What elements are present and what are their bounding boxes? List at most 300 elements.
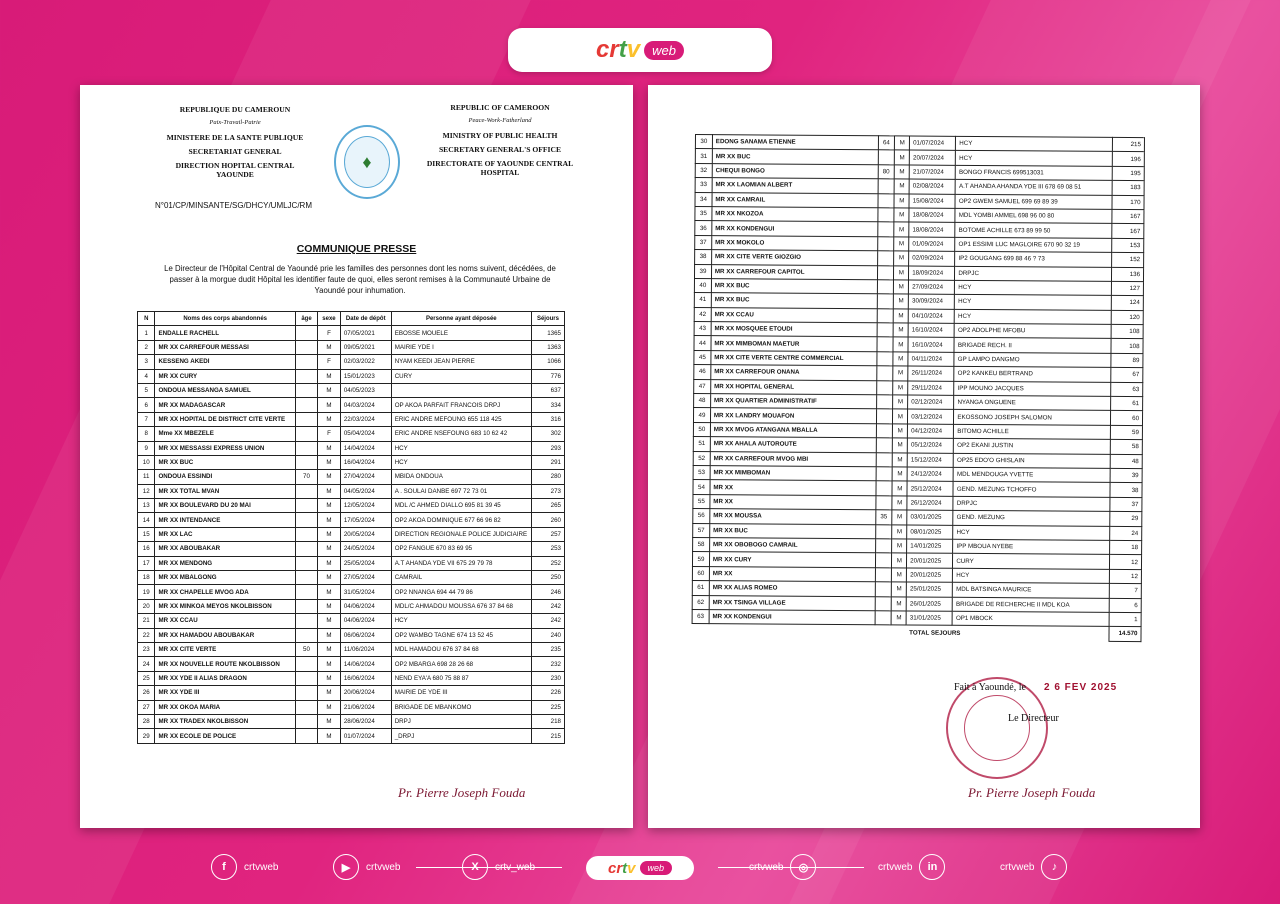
depositor — [391, 383, 531, 397]
deposit-date: 26/11/2024 — [908, 366, 954, 381]
stay-days: 316 — [531, 412, 564, 426]
deposit-date: 16/10/2024 — [908, 337, 954, 352]
deposit-date: 30/09/2024 — [908, 294, 954, 309]
table-row — [138, 542, 565, 556]
row-number: 48 — [694, 394, 711, 409]
tiktok-handle: crtvweb — [1000, 861, 1035, 873]
row-number: 59 — [692, 552, 709, 567]
stay-days: 291 — [531, 455, 564, 469]
depositor: OP2 NNANGA 694 44 79 86 — [391, 585, 531, 599]
hospital-emblem — [334, 125, 400, 199]
depositor: GP LAMPO DANGMO — [954, 352, 1111, 367]
stay-days: 59 — [1111, 425, 1143, 440]
age — [295, 628, 317, 642]
body-name: MR XX — [710, 480, 876, 496]
tiktok-link[interactable] — [1000, 854, 1067, 880]
deposit-date: 05/04/2024 — [340, 427, 391, 441]
row-number: 56 — [693, 509, 710, 524]
sex: M — [318, 671, 341, 685]
stay-days: 1066 — [531, 355, 564, 369]
sex: M — [318, 571, 341, 585]
row-number: 29 — [138, 729, 155, 743]
col-header: sexe — [318, 312, 341, 326]
stay-days: 127 — [1112, 281, 1144, 296]
age — [295, 729, 317, 743]
depositor: A.T AHANDA AHANDA YDE III 678 69 08 51 — [955, 179, 1112, 194]
row-number: 49 — [693, 408, 710, 423]
stay-days: 196 — [1113, 152, 1145, 167]
stay-days: 38 — [1110, 483, 1142, 498]
age — [877, 208, 894, 223]
stay-days: 215 — [1113, 137, 1145, 152]
row-number: 14 — [138, 513, 155, 527]
body-name: MR XX — [709, 566, 875, 582]
stay-days: 776 — [531, 369, 564, 383]
row-number: 25 — [138, 671, 155, 685]
body-name: MR XX AHALA AUTOROUTE — [710, 437, 876, 453]
row-number: 57 — [693, 523, 710, 538]
deposit-date: 04/05/2023 — [340, 383, 391, 397]
age — [295, 542, 317, 556]
table-row — [138, 657, 565, 671]
stay-days: 334 — [531, 398, 564, 412]
sex: M — [318, 484, 341, 498]
depositor: NYANGA ONGUENE — [954, 395, 1111, 410]
deposit-date: 04/10/2024 — [908, 309, 954, 324]
table-row — [138, 470, 565, 484]
age — [295, 441, 317, 455]
depositor: _DRPJ — [391, 729, 531, 743]
sex: F — [318, 427, 341, 441]
age — [878, 179, 895, 194]
age — [295, 383, 317, 397]
deposit-date: 04/11/2024 — [908, 352, 954, 367]
footer-logo-web: web — [640, 861, 673, 875]
stay-days: 252 — [531, 556, 564, 570]
row-number: 26 — [138, 686, 155, 700]
x-handle: crtv_web — [495, 861, 536, 873]
row-number: 45 — [694, 350, 711, 365]
row-number: 46 — [694, 365, 711, 380]
body-name: MR XX BUC — [711, 279, 877, 295]
sex: M — [892, 467, 907, 481]
stay-days: 120 — [1112, 310, 1144, 325]
body-name: MR XX HAMADOU ABOUBAKAR — [155, 628, 295, 642]
sex: M — [892, 510, 907, 524]
sex: M — [895, 165, 910, 179]
deposit-date: 21/07/2024 — [909, 165, 955, 180]
depositor: BRIGADE DE MBANKOMO — [391, 700, 531, 714]
body-name: MR XX TSINGA VILLAGE — [709, 595, 875, 611]
facebook-icon: f — [211, 854, 237, 880]
age — [295, 571, 317, 585]
row-number: 10 — [138, 455, 155, 469]
sex: M — [318, 614, 341, 628]
linkedin-handle: crtvweb — [878, 861, 913, 873]
row-number: 63 — [692, 609, 709, 624]
tiktok-icon: ♪ — [1041, 854, 1067, 880]
sex: M — [318, 657, 341, 671]
deposit-date: 01/07/2024 — [340, 729, 391, 743]
row-number: 50 — [693, 422, 710, 437]
cameroon-map-icon: ♦ — [344, 136, 390, 188]
body-name: MR XX MENDONG — [155, 556, 295, 570]
body-name: MR XX BUC — [712, 149, 878, 165]
body-name: MR XX QUARTIER ADMINISTRATIF — [710, 394, 876, 410]
body-name: MR XX BUC — [711, 293, 877, 309]
stay-days: 260 — [531, 513, 564, 527]
sex: M — [892, 481, 907, 495]
body-name: MR XX MBALGONG — [155, 571, 295, 585]
header-french — [160, 105, 310, 184]
depositor: DRPJC — [955, 266, 1112, 281]
depositor: IP2 GOUGANG 699 88 46 ? 73 — [955, 251, 1112, 266]
age — [295, 326, 317, 340]
sex: M — [893, 409, 908, 423]
deposit-date: 21/06/2024 — [340, 700, 391, 714]
depositor: NEND EYA'A 680 75 88 87 — [391, 671, 531, 685]
sex: M — [318, 441, 341, 455]
x-icon: X — [462, 854, 488, 880]
sex: M — [893, 395, 908, 409]
age — [875, 496, 892, 511]
depositor: DRPJ — [391, 714, 531, 728]
stay-days: 37 — [1110, 497, 1142, 512]
body-name: MR XX BOULEVARD DU 20 MAI — [155, 499, 295, 513]
instagram-link[interactable] — [749, 854, 816, 880]
deposit-date: 08/01/2025 — [907, 525, 953, 540]
stay-days: 280 — [531, 470, 564, 484]
depositor: HCY — [955, 280, 1112, 295]
depositor: OP2 EKANI JUSTIN — [954, 439, 1111, 454]
sex: M — [893, 366, 908, 380]
age — [876, 424, 893, 439]
body-name: MR XX OBOBOGO CAMRAIL — [709, 538, 875, 554]
age — [295, 355, 317, 369]
body-name: MR XX HOPITAL GENERAL — [711, 379, 877, 395]
deposit-date: 04/06/2024 — [340, 599, 391, 613]
depositor: IPP MOUNO JACQUES — [954, 381, 1111, 396]
deposit-date: 25/12/2024 — [907, 481, 953, 496]
age — [877, 251, 894, 266]
age — [295, 585, 317, 599]
table-row — [138, 455, 565, 469]
body-name: MR XX KONDENGUI — [709, 610, 875, 626]
sex: F — [318, 326, 341, 340]
col-header: Personne ayant déposée — [391, 312, 531, 326]
body-name: ONDOUA MESSANGA SAMUEL — [155, 383, 295, 397]
deposit-date: 02/12/2024 — [908, 395, 954, 410]
deposit-date: 14/06/2024 — [340, 657, 391, 671]
depositor: ERIC ANDRE MEFOUNG 655 118 425 — [391, 412, 531, 426]
row-number: 9 — [138, 441, 155, 455]
depositor: OP2 FANGUE 670 83 69 95 — [391, 542, 531, 556]
body-name: MR XX OKOA MARIA — [155, 700, 295, 714]
sex: M — [892, 539, 907, 553]
stay-days: 152 — [1112, 253, 1144, 268]
depositor: MDL/C AHMADOU MOUSSA 676 37 84 68 — [391, 599, 531, 613]
instagram-handle: crtvweb — [749, 861, 784, 873]
facebook-link[interactable] — [211, 854, 278, 880]
body-name: MR XX MOKOLO — [712, 235, 878, 251]
stay-days: 39 — [1110, 468, 1142, 483]
header-fr-line: SECRETARIAT GENERAL — [188, 147, 282, 156]
body-name: MR XX ABOUBAKAR — [155, 542, 295, 556]
table-row — [138, 427, 565, 441]
row-number: 55 — [693, 494, 710, 509]
sex: M — [893, 323, 908, 337]
row-number: 2 — [138, 340, 155, 354]
age — [875, 567, 892, 582]
sex: M — [895, 136, 910, 150]
table-header-row — [138, 312, 565, 326]
age — [876, 352, 893, 367]
depositor: BOTOME ACHILLE 673 89 99 50 — [955, 223, 1112, 238]
total-label: TOTAL SEJOURS — [906, 625, 1109, 641]
stay-days: 67 — [1111, 368, 1143, 383]
body-name: MR XX ALIAS ROMEO — [709, 581, 875, 597]
sex: M — [318, 628, 341, 642]
date-stamp: 2 6 FEV 2025 — [1044, 682, 1118, 693]
row-number: 22 — [138, 628, 155, 642]
age — [295, 369, 317, 383]
age — [295, 686, 317, 700]
row-number: 23 — [138, 642, 155, 656]
sex: M — [892, 496, 907, 510]
deposit-date: 02/08/2024 — [909, 179, 955, 194]
sex: M — [318, 398, 341, 412]
row-number: 3 — [138, 355, 155, 369]
age — [877, 237, 894, 252]
body-name: MR XX MADAGASCAR — [155, 398, 295, 412]
sex: M — [893, 337, 908, 351]
age — [877, 323, 894, 338]
depositor: ERIC ANDRE NSEFOUNG 683 10 62 42 — [391, 427, 531, 441]
body-name: MR XX MIMBOMAN MAETUR — [711, 336, 877, 352]
deposit-date: 15/12/2024 — [907, 453, 953, 468]
depositor: BRIGADE RECH. II — [954, 338, 1111, 353]
body-name: MR XX YDE III — [155, 686, 295, 700]
deposit-date: 31/05/2024 — [340, 585, 391, 599]
depositor: OP1 ESSIMI LUC MAGLOIRE 670 90 32 19 — [955, 237, 1112, 252]
body-name: MR XX KONDENGUI — [712, 221, 878, 237]
depositor: HCY — [953, 525, 1110, 540]
row-number: 42 — [694, 307, 711, 322]
deposit-date: 20/06/2024 — [340, 686, 391, 700]
deposit-date: 02/09/2024 — [909, 251, 955, 266]
body-name: MR XX ECOLE DE POLICE — [155, 729, 295, 743]
table-row — [138, 614, 565, 628]
depositor: HCY — [956, 136, 1113, 151]
sex: M — [318, 412, 341, 426]
depositor: NYAM KEEDI JEAN PIERRE — [391, 355, 531, 369]
body-name: MR XX NOUVELLE ROUTE NKOLBISSON — [155, 657, 295, 671]
stay-days: 7 — [1110, 584, 1142, 599]
deposit-date: 11/06/2024 — [340, 642, 391, 656]
sex: M — [894, 237, 909, 251]
body-name: MR XX NKOZOA — [712, 207, 878, 223]
age — [876, 481, 893, 496]
sex: M — [892, 596, 907, 610]
age — [875, 596, 892, 611]
depositor: DIRECTION REGIONALE POLICE JUDICIAIRE — [391, 527, 531, 541]
sex: M — [894, 208, 909, 222]
crtv-footer-logo[interactable] — [586, 856, 694, 880]
deposit-date: 20/05/2024 — [340, 527, 391, 541]
deposit-date: 12/05/2024 — [340, 499, 391, 513]
stay-days: 218 — [531, 714, 564, 728]
table-row — [138, 527, 565, 541]
row-number: 32 — [695, 163, 712, 178]
youtube-handle: crtvweb — [366, 861, 401, 873]
body-name: MR XX CCAU — [711, 307, 877, 323]
depositor: MDL BATSINGA MAURICE — [953, 582, 1110, 597]
stay-days: 153 — [1112, 238, 1144, 253]
body-name: MR XX CITE VERTE CENTRE COMMERCIAL — [711, 350, 877, 366]
place-date-label: Fait à Yaoundé, le — [954, 682, 1026, 693]
stay-days: 63 — [1111, 382, 1143, 397]
body-name: MR XX HOPITAL DE DISTRICT CITE VERTE — [155, 412, 295, 426]
youtube-link[interactable] — [333, 854, 400, 880]
row-number: 51 — [693, 437, 710, 452]
deposit-date: 20/01/2025 — [907, 568, 953, 583]
sex: M — [892, 524, 907, 538]
depositor: CURY — [953, 554, 1110, 569]
x-link[interactable] — [462, 854, 535, 880]
body-name: MR XX CHAPELLE MVOG ADA — [155, 585, 295, 599]
header-en-line: REPUBLIC OF CAMEROON — [450, 103, 550, 112]
table-row — [138, 700, 565, 714]
stay-days: 230 — [531, 671, 564, 685]
stay-days: 242 — [531, 614, 564, 628]
footer-logo-text: crtv — [607, 859, 636, 877]
col-header: Séjours — [531, 312, 564, 326]
table-row — [138, 326, 565, 340]
sex: M — [318, 340, 341, 354]
age: 35 — [875, 510, 892, 525]
body-name: MR XX CAMRAIL — [712, 192, 878, 208]
col-header: âge — [295, 312, 317, 326]
row-number: 5 — [138, 383, 155, 397]
body-name: MR XX CITE VERTE GIOZGIO — [711, 250, 877, 266]
deposit-date: 05/12/2024 — [907, 438, 953, 453]
deposit-date: 18/09/2024 — [909, 266, 955, 281]
age — [876, 380, 893, 395]
age — [876, 366, 893, 381]
age — [875, 582, 892, 597]
age — [877, 337, 894, 352]
stay-days: 61 — [1111, 396, 1143, 411]
depositor: OP2 GWEM SAMUEL 699 69 89 39 — [955, 194, 1112, 209]
row-number: 12 — [138, 484, 155, 498]
stay-days: 273 — [531, 484, 564, 498]
body-name: ONDOUA ESSINDI — [155, 470, 295, 484]
age — [875, 611, 892, 626]
depositor: BITOMO ACHILLE — [954, 424, 1111, 439]
deposit-date: 25/05/2024 — [340, 556, 391, 570]
depositor: HCY — [955, 295, 1112, 310]
table-row — [138, 513, 565, 527]
instagram-icon: ◎ — [790, 854, 816, 880]
age — [295, 340, 317, 354]
depositor: EBOSSE MOUELE — [391, 326, 531, 340]
age: 80 — [878, 165, 895, 180]
sex: M — [318, 599, 341, 613]
depositor: DRPJC — [953, 496, 1110, 511]
age — [295, 671, 317, 685]
header-fr-line: DIRECTION HOPITAL CENTRAL YAOUNDE — [175, 161, 295, 179]
age — [295, 714, 317, 728]
deposit-date: 09/05/2021 — [340, 340, 391, 354]
table-row — [138, 671, 565, 685]
row-number: 40 — [694, 278, 711, 293]
body-name: MR XX CARREFOUR CAPITOL — [711, 264, 877, 280]
body-name: MR XX CITE VERTE — [155, 642, 295, 656]
body-name: MR XX BUC — [155, 455, 295, 469]
age — [295, 412, 317, 426]
stay-days: 18 — [1110, 540, 1142, 555]
deposit-date: 26/01/2025 — [906, 596, 952, 611]
row-number: 18 — [138, 571, 155, 585]
sex: M — [894, 309, 909, 323]
age — [878, 150, 895, 165]
body-name: MR XX LAC — [155, 527, 295, 541]
row-number: 16 — [138, 542, 155, 556]
body-name: MR XX MINKOA MEYOS NKOLBISSON — [155, 599, 295, 613]
intro-text: Le Directeur de l'Hôpital Central de Yaoundé prie les familles des personnes dont les noms suivent, décédées, de passer à la morgue dudit Hôpital les identifier faute de quoi, elles seront remises à la Communauté Urbaine de Yaoundé pour inhumation. — [164, 264, 556, 295]
stay-days: 12 — [1110, 555, 1142, 570]
header-en-line: SECRETARY GENERAL'S OFFICE — [438, 145, 562, 154]
logo-web: web — [644, 41, 684, 60]
stay-days: 136 — [1112, 267, 1144, 282]
row-number: 35 — [695, 206, 712, 221]
stay-days: 167 — [1112, 224, 1144, 239]
stay-days: 6 — [1110, 598, 1142, 613]
deposit-date: 04/05/2024 — [340, 484, 391, 498]
deposit-date: 06/06/2024 — [340, 628, 391, 642]
deposit-date: 27/04/2024 — [340, 470, 391, 484]
age — [876, 438, 893, 453]
sex: M — [318, 527, 341, 541]
deposit-date: 14/04/2024 — [340, 441, 391, 455]
table-row — [138, 585, 565, 599]
bodies-table-2 — [691, 134, 1145, 642]
stay-days: 257 — [531, 527, 564, 541]
stay-days: 124 — [1112, 296, 1144, 311]
age: 64 — [878, 136, 895, 151]
row-number: 7 — [138, 412, 155, 426]
table-row — [138, 340, 565, 354]
age — [295, 556, 317, 570]
stay-days: 637 — [531, 383, 564, 397]
depositor: HCY — [391, 614, 531, 628]
header-en-motto: Peace-Work-Fatherland — [468, 117, 532, 124]
sex: M — [318, 642, 341, 656]
document-page-2 — [648, 85, 1200, 828]
age — [295, 398, 317, 412]
depositor: OP1 MBOCK — [952, 611, 1109, 626]
stay-days: 1365 — [531, 326, 564, 340]
depositor: MDL YOMBI AMMEL 698 96 00 80 — [955, 208, 1112, 223]
stay-days: 225 — [531, 700, 564, 714]
sex: M — [894, 222, 909, 236]
linkedin-link[interactable] — [878, 854, 945, 880]
table-row — [138, 484, 565, 498]
row-number: 17 — [138, 556, 155, 570]
row-number: 36 — [695, 221, 712, 236]
crtv-logo[interactable] — [508, 28, 772, 72]
body-name: MR XX MESSASSI EXPRESS UNION — [155, 441, 295, 455]
